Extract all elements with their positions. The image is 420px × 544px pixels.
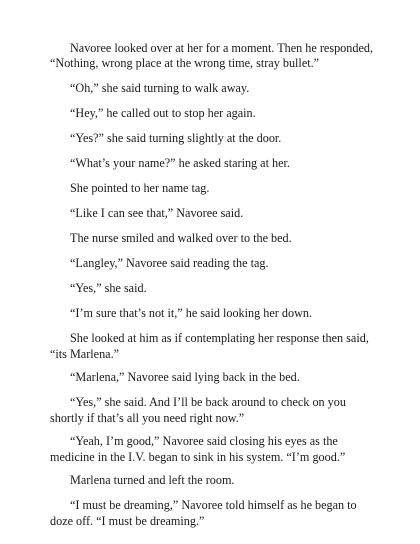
paragraph: “Hey,” he called out to stop her again. (70, 106, 256, 121)
paragraph: “Yeah, I’m good,” Navoree said closing his eyes as the medicine in the I.V. began to sink in his system. “I’m good.” (50, 434, 346, 464)
paragraph: “Marlena,” Navoree said lying back in the bed. (70, 370, 300, 385)
paragraph: She pointed to her name tag. (70, 181, 210, 196)
paragraph: “I must be dreaming,” Navoree told himself as he began to doze off. “I must be dreaming.” (50, 498, 357, 528)
paragraph: Navoree looked over at her for a moment. Then he responded, “Nothing, wrong place at the wrong time, stray bullet.” (50, 41, 373, 71)
paragraph: She looked at him as if contemplating her response then said, “its Marlena.” (50, 331, 369, 361)
paragraph: “Yes,” she said. (70, 281, 147, 296)
paragraph: “What’s your name?” he asked staring at her. (70, 156, 290, 171)
paragraph: “Oh,” she said turning to walk away. (70, 81, 250, 96)
paragraph: “Yes,” she said. And I’ll be back around to check on you shortly if that’s all you need right now.” (50, 395, 346, 425)
paragraph: The nurse smiled and walked over to the bed. (70, 231, 292, 246)
paragraph: “Yes?” she said turning slightly at the door. (70, 131, 282, 146)
paragraph: “Like I can see that,” Navoree said. (70, 206, 244, 221)
paragraph: “Langley,” Navoree said reading the tag. (70, 256, 269, 271)
paragraph: “I’m sure that’s not it,” he said looking her down. (70, 306, 313, 321)
paragraph: Marlena turned and left the room. (70, 473, 235, 488)
